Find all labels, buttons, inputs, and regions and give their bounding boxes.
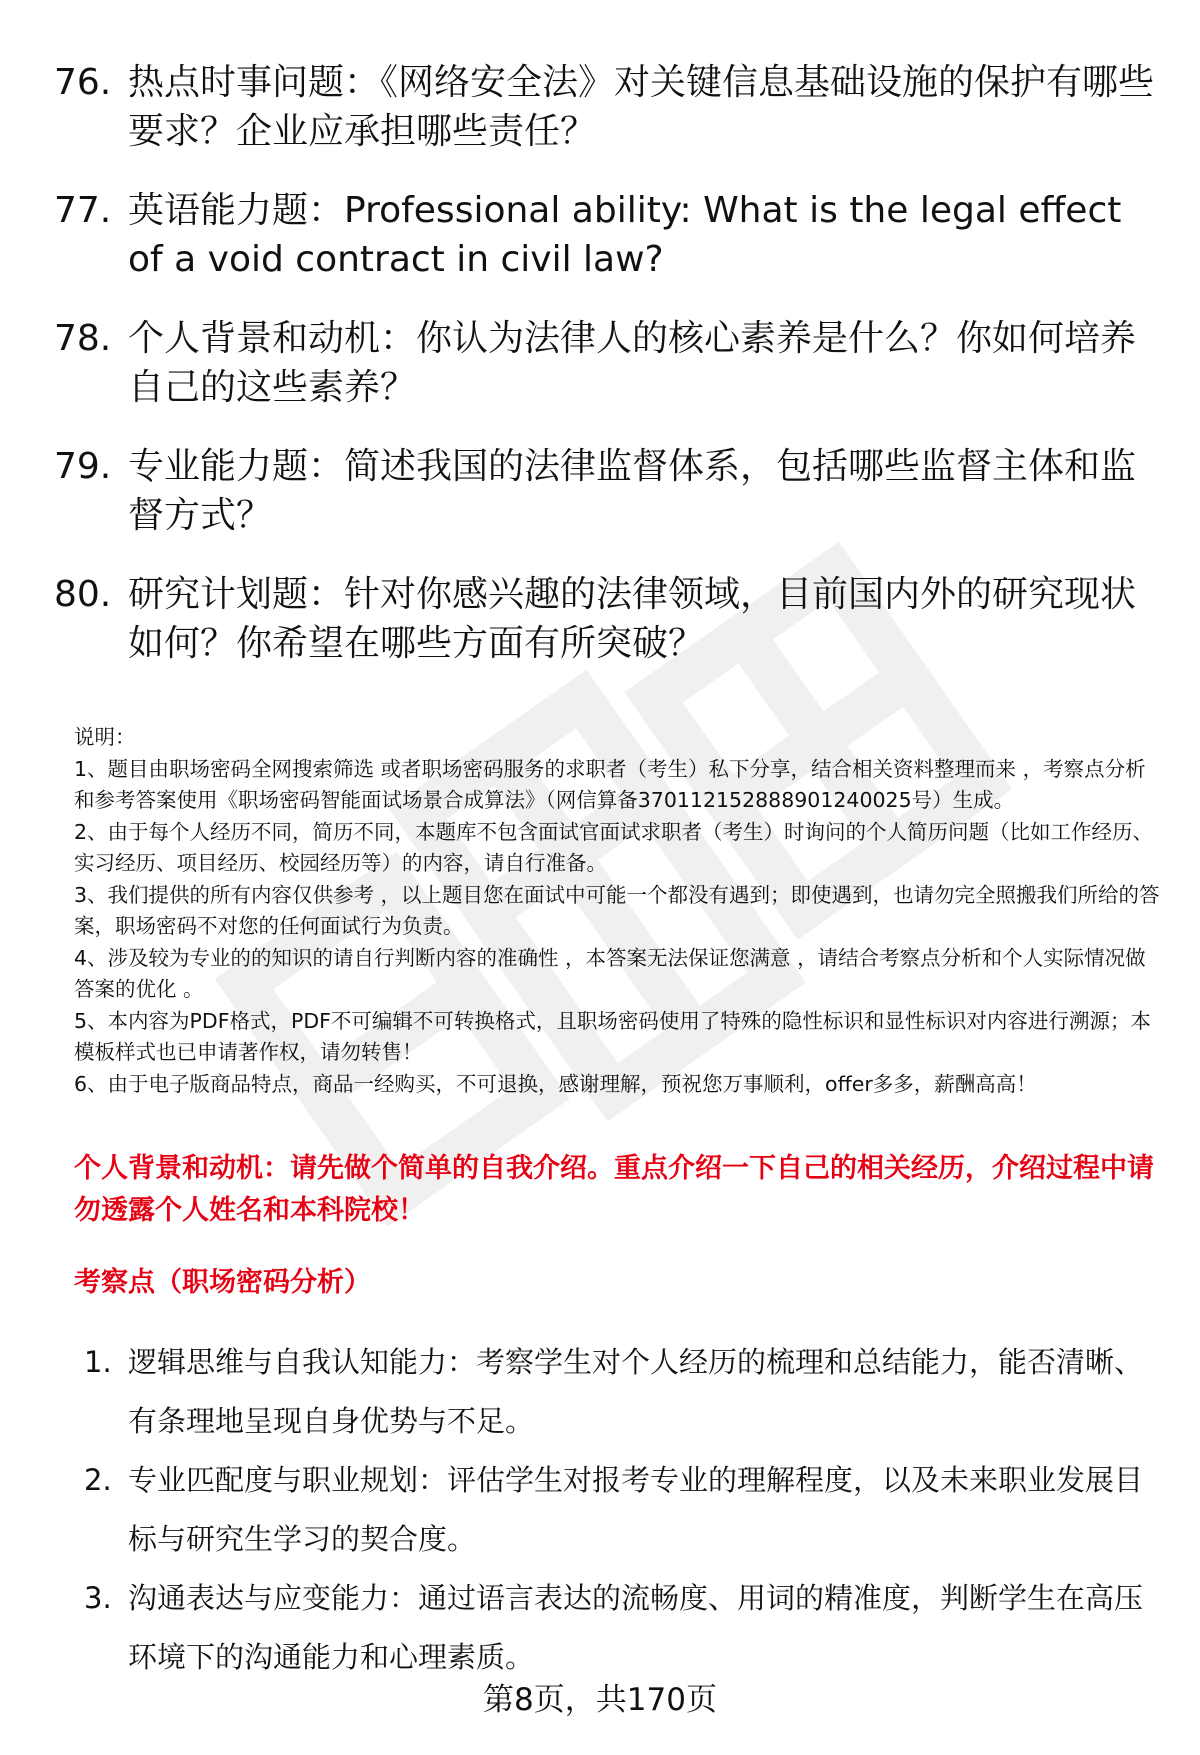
- notes-section: [74, 722, 1160, 1100]
- point-number: 2.: [84, 1463, 112, 1497]
- question-text: 英语能力题：Professional ability: What is the legal effect of a void contract in civil law?: [128, 190, 1122, 280]
- analysis-point: [84, 1333, 1164, 1451]
- note-item: 6、由于电子版商品特点，商品一经购买，不可退换，感谢理解，预祝您万事顺利，offer多多，薪酬高高！: [74, 1071, 1037, 1096]
- question-item: [54, 186, 1154, 284]
- analysis-point: [84, 1569, 1164, 1687]
- question-item: [54, 570, 1154, 668]
- question-item: [54, 442, 1154, 540]
- note-item: 2、由于每个人经历不同，简历不同，本题库不包含面试官面试求职者（考生）时询问的个人简历问题（比如工作经历、实习经历、项目经历、校园经历等）的内容，请自行准备。: [74, 819, 1154, 875]
- point-text: 专业匹配度与职业规划：评估学生对报考专业的理解程度，以及未来职业发展目标与研究生学习的契合度。: [128, 1463, 1144, 1556]
- question-number: 80.: [54, 574, 112, 615]
- point-number: 1.: [84, 1345, 112, 1379]
- question-text: 热点时事问题：《网络安全法》对关键信息基础设施的保护有哪些要求？企业应承担哪些责任？: [128, 62, 1155, 152]
- page-footer: 第8页，共170页: [483, 1682, 717, 1718]
- note-item: 1、题目由职场密码全网搜索筛选 或者职场密码服务的求职者（考生）私下分享，结合相关资料整理而来 ，考察点分析和参考答案使用《职场密码智能面试场景合成算法》（网信算备370112152888901240025号）生成。: [74, 756, 1146, 812]
- point-text: 沟通表达与应变能力：通过语言表达的流畅度、用词的精准度，判断学生在高压环境下的沟通能力和心理素质。: [128, 1581, 1144, 1674]
- question-item: [54, 314, 1154, 412]
- note-item: 3、我们提供的所有内容仅供参考 ，以上题目您在面试中可能一个都没有遇到；即使遇到，也请勿完全照搬我们所给的答案，职场密码不对您的任何面试行为负责。: [74, 882, 1160, 938]
- note-item: 5、本内容为PDF格式，PDF不可编辑不可转换格式，且职场密码使用了特殊的隐性标识和显性标识对内容进行溯源；本模板样式也已申请著作权，请勿转售！: [74, 1008, 1151, 1064]
- question-number: 76.: [54, 62, 112, 103]
- note-item: 4、涉及较为专业的的知识的请自行判断内容的准确性 ，本答案无法保证您满意 ，请结合考察点分析和个人实际情况做答案的优化 。: [74, 945, 1146, 1001]
- question-number: 79.: [54, 446, 112, 487]
- question-item: [54, 58, 1154, 156]
- point-number: 3.: [84, 1581, 112, 1615]
- question-text: 专业能力题：简述我国的法律监督体系，包括哪些监督主体和监督方式？: [128, 446, 1137, 536]
- question-text: 个人背景和动机：你认为法律人的核心素养是什么？你如何培养自己的这些素养？: [128, 318, 1137, 408]
- notes-title: 说明：: [74, 725, 136, 749]
- section-title: 考察点（职场密码分析）: [74, 1267, 371, 1298]
- highlight-question: 个人背景和动机：请先做个简单的自我介绍。重点介绍一下自己的相关经历，介绍过程中请勿透露个人姓名和本科院校！: [74, 1153, 1154, 1226]
- question-number: 78.: [54, 318, 112, 359]
- question-list: [54, 58, 1154, 698]
- question-number: 77.: [54, 190, 112, 231]
- analysis-point-list: [84, 1333, 1164, 1687]
- question-text: 研究计划题：针对你感兴趣的法律领域，目前国内外的研究现状如何？你希望在哪些方面有所突破？: [128, 574, 1137, 664]
- analysis-point: [84, 1451, 1164, 1569]
- point-text: 逻辑思维与自我认知能力：考察学生对个人经历的梳理和总结能力，能否清晰、有条理地呈现自身优势与不足。: [128, 1345, 1144, 1438]
